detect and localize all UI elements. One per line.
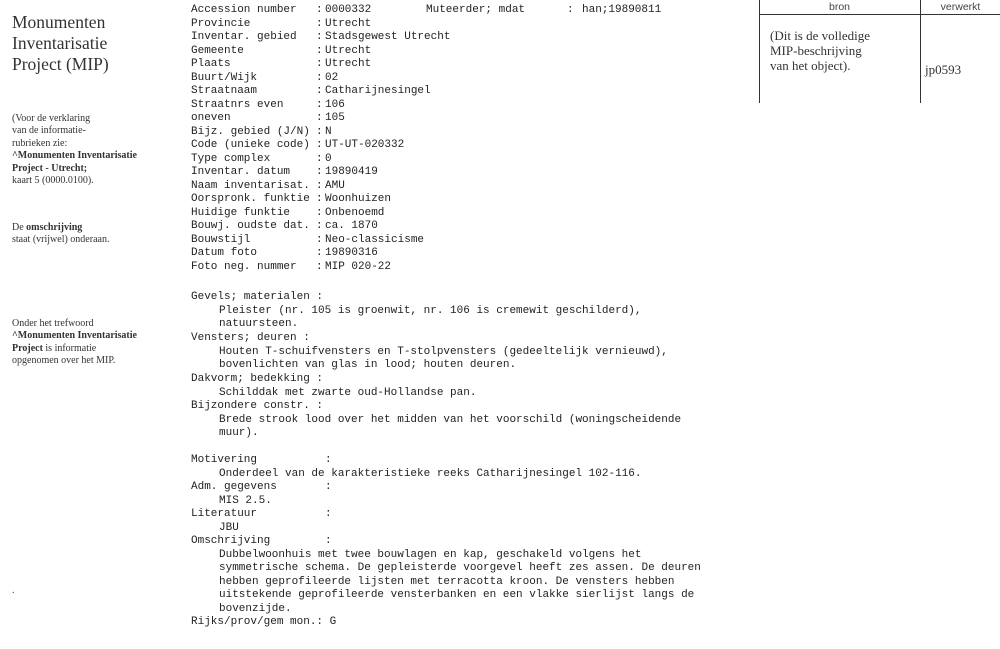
section-dakvorm-body	[219, 387, 476, 401]
field-value: UT-UT-020332	[325, 139, 405, 151]
note-bold: omschrijving	[26, 222, 83, 233]
field-colon: :	[316, 85, 323, 97]
section-heading-text: Motivering	[191, 454, 258, 466]
section-literatuur-heading	[191, 508, 257, 522]
section-line: JBU	[219, 521, 239, 534]
stray-mark: .	[12, 585, 15, 596]
section-adm-heading	[191, 481, 277, 495]
field-label: Inventar. gebied	[191, 31, 297, 43]
field-label: Naam inventarisat.	[191, 179, 310, 192]
field-label: Gemeente	[191, 44, 244, 57]
field-label: Type complex	[191, 152, 271, 165]
field-value: Onbenoemd	[325, 206, 385, 219]
field-label: Oorspronk. funktie	[191, 193, 310, 205]
section-line: bovenlichten van glas in lood; houten deuren.	[219, 359, 517, 371]
bron-line: MIP-beschrijving	[770, 43, 862, 58]
field-label: Bijz. gebied (J/N)	[191, 125, 310, 138]
field-colon: :	[316, 152, 323, 165]
section-line: bovenzijde.	[219, 602, 292, 615]
field-colon: :	[567, 4, 574, 16]
field-label: Provincie	[191, 17, 251, 30]
field-label: oneven	[191, 112, 231, 124]
field-colon: :	[316, 179, 323, 192]
rijks-value: G	[329, 616, 337, 628]
field-value: Stadsgewest Utrecht	[325, 31, 451, 43]
section-line: Onderdeel van de karakteristieke reeks Catharijnesingel 102-116.	[219, 467, 642, 480]
mutator-label: Muteerder; mdat	[426, 4, 526, 16]
field-value: 02	[325, 71, 339, 84]
field-value: MIP 020-22	[325, 260, 392, 273]
note-bold: ^Monumenten Inventarisatie	[12, 150, 137, 162]
field-colon: :	[316, 31, 323, 43]
note-bold: Project - Utrecht;	[12, 162, 88, 174]
section-line: Dubbelwoonhuis met twee bouwlagen en kap, geschakeld volgens het	[219, 548, 642, 561]
section-motivering-heading	[191, 454, 257, 468]
field-colon: :	[316, 193, 323, 205]
note-text: is informatie	[42, 342, 97, 354]
field-value: 0	[325, 152, 332, 165]
mutator-value: han;19890811	[582, 4, 662, 16]
note-text: De	[12, 222, 27, 233]
note-line: van de informatie-	[12, 125, 86, 137]
section-omschrijving-body	[219, 549, 701, 617]
field-label: Datum foto	[191, 247, 258, 259]
field-value: Neo-classicisme	[325, 233, 425, 246]
rijks-label: Rijks/prov/gem mon.:	[191, 616, 324, 628]
field-label: Bouwstijl	[191, 233, 251, 246]
note-bold: Project	[12, 342, 43, 354]
field-label: Inventar. datum	[191, 166, 291, 178]
field-colon: :	[316, 17, 323, 30]
field-colon: :	[316, 233, 323, 246]
field-value: Utrecht	[325, 44, 372, 57]
field-colon: :	[316, 58, 323, 70]
field-value: 19890419	[325, 166, 378, 178]
rijks-row	[191, 616, 336, 630]
field-value: Utrecht	[325, 17, 372, 30]
section-heading-text: Literatuur	[191, 508, 258, 520]
field-value: ca. 1870	[325, 220, 378, 232]
bron-line: van het object).	[770, 58, 851, 73]
field-value: 105	[325, 112, 345, 124]
section-line: Pleister (nr. 105 is groenwit, nr. 106 is cremewit geschilderd),	[219, 304, 642, 317]
field-value: N	[325, 125, 332, 138]
field-value: 106	[325, 98, 345, 111]
field-label: Straatnaam	[191, 85, 258, 97]
field-colon: :	[316, 125, 323, 138]
verwerkt-cell: jp0593	[925, 62, 962, 77]
field-colon: :	[316, 260, 323, 273]
sidebar-title-line: Monumenten	[12, 12, 106, 32]
section-bijzondere-heading: Bijzondere constr. :	[191, 400, 324, 412]
field-value: 0000332	[325, 4, 372, 16]
sidebar-note-trefwoord	[12, 318, 172, 368]
section-adm-body	[219, 495, 272, 509]
section-gevels-body	[219, 305, 641, 332]
section-line: uitstekende geprofileerde vensterbanken en een vlakke sierlijst langs de	[219, 589, 695, 601]
section-omschrijving-heading	[191, 535, 270, 549]
field-label: Accession number	[191, 4, 297, 16]
note-bold: ^Monumenten Inventarisatie	[12, 330, 137, 342]
bron-cell	[770, 28, 870, 73]
field-label: Foto neg. nummer	[191, 260, 297, 273]
section-motivering-body	[219, 468, 641, 482]
note-line: rubrieken zie:	[12, 137, 68, 149]
sidebar-note-reference	[12, 113, 172, 187]
section-line: Brede strook lood over het midden van het voorschild (woningscheidende	[219, 413, 682, 426]
header-bron: bron	[828, 1, 850, 13]
field-colon: :	[316, 71, 323, 84]
note-line: Onder het trefwoord	[12, 318, 94, 329]
field-colon: :	[316, 4, 323, 16]
section-bijzondere-body	[219, 414, 681, 441]
section-gevels-heading: Gevels; materialen :	[191, 291, 324, 303]
sidebar-title	[12, 12, 162, 75]
field-colon: :	[316, 220, 323, 232]
field-label: Buurt/Wijk	[191, 71, 258, 84]
field-colon: :	[316, 98, 323, 111]
section-line: symmetrische schema. De gepleisterde voorgevel heeft zes assen. De deuren	[219, 562, 701, 574]
field-label: Straatnrs even	[191, 98, 284, 111]
field-colon: :	[325, 535, 332, 547]
field-colon: :	[325, 481, 332, 493]
table-border	[920, 0, 921, 103]
sidebar-title-line: Inventarisatie	[12, 33, 108, 53]
field-label: Code (unieke code)	[191, 139, 310, 151]
bron-table	[759, 0, 1000, 103]
note-line: opgenomen over het MIP.	[12, 355, 116, 367]
section-line: Houten T-schuifvensters en T-stolpvensters (gedeeltelijk vernieuwd),	[219, 345, 668, 358]
field-value: AMU	[325, 179, 345, 192]
field-label: Huidige funktie	[191, 206, 291, 219]
sidebar-title-line: Project (MIP)	[12, 54, 109, 74]
field-colon: :	[316, 139, 323, 151]
field-colon: :	[316, 112, 323, 124]
section-heading-text: Omschrijving	[191, 535, 271, 547]
field-value: Woonhuizen	[325, 193, 392, 205]
section-line: hebben geprofileerde lijsten met terracotta kroon. De vensters hebben	[219, 575, 675, 588]
field-colon: :	[316, 206, 323, 219]
section-heading-text: Adm. gegevens	[191, 481, 277, 493]
header-verwerkt: verwerkt	[940, 1, 981, 13]
bron-line: (Dit is de volledige	[770, 28, 871, 43]
field-label: Plaats	[191, 58, 231, 70]
field-value: Utrecht	[325, 58, 372, 70]
note-line: kaart 5 (0000.0100).	[12, 175, 94, 187]
sidebar-note-omschrijving	[12, 222, 172, 247]
section-line: MIS 2.5.	[219, 494, 272, 507]
section-dakvorm-heading: Dakvorm; bedekking :	[191, 373, 324, 385]
field-value: 19890316	[325, 247, 378, 259]
section-vensters-body	[219, 346, 668, 373]
field-colon: :	[325, 508, 332, 520]
section-literatuur-body	[219, 522, 239, 536]
section-line: Schilddak met zwarte oud-Hollandse pan.	[219, 386, 477, 399]
section-vensters-heading: Vensters; deuren :	[191, 332, 310, 344]
field-colon: :	[316, 247, 323, 259]
table-border	[759, 0, 760, 103]
section-line: natuursteen.	[219, 318, 299, 330]
field-colon: :	[316, 166, 323, 178]
section-line: muur).	[219, 427, 259, 439]
table-header-divider	[759, 14, 1000, 15]
note-line: (Voor de verklaring	[12, 113, 91, 124]
field-value: Catharijnesingel	[325, 85, 431, 97]
field-label: Bouwj. oudste dat.	[191, 220, 310, 232]
field-colon: :	[325, 454, 332, 466]
note-line: staat (vrijwel) onderaan.	[12, 234, 110, 246]
field-colon: :	[316, 44, 323, 57]
